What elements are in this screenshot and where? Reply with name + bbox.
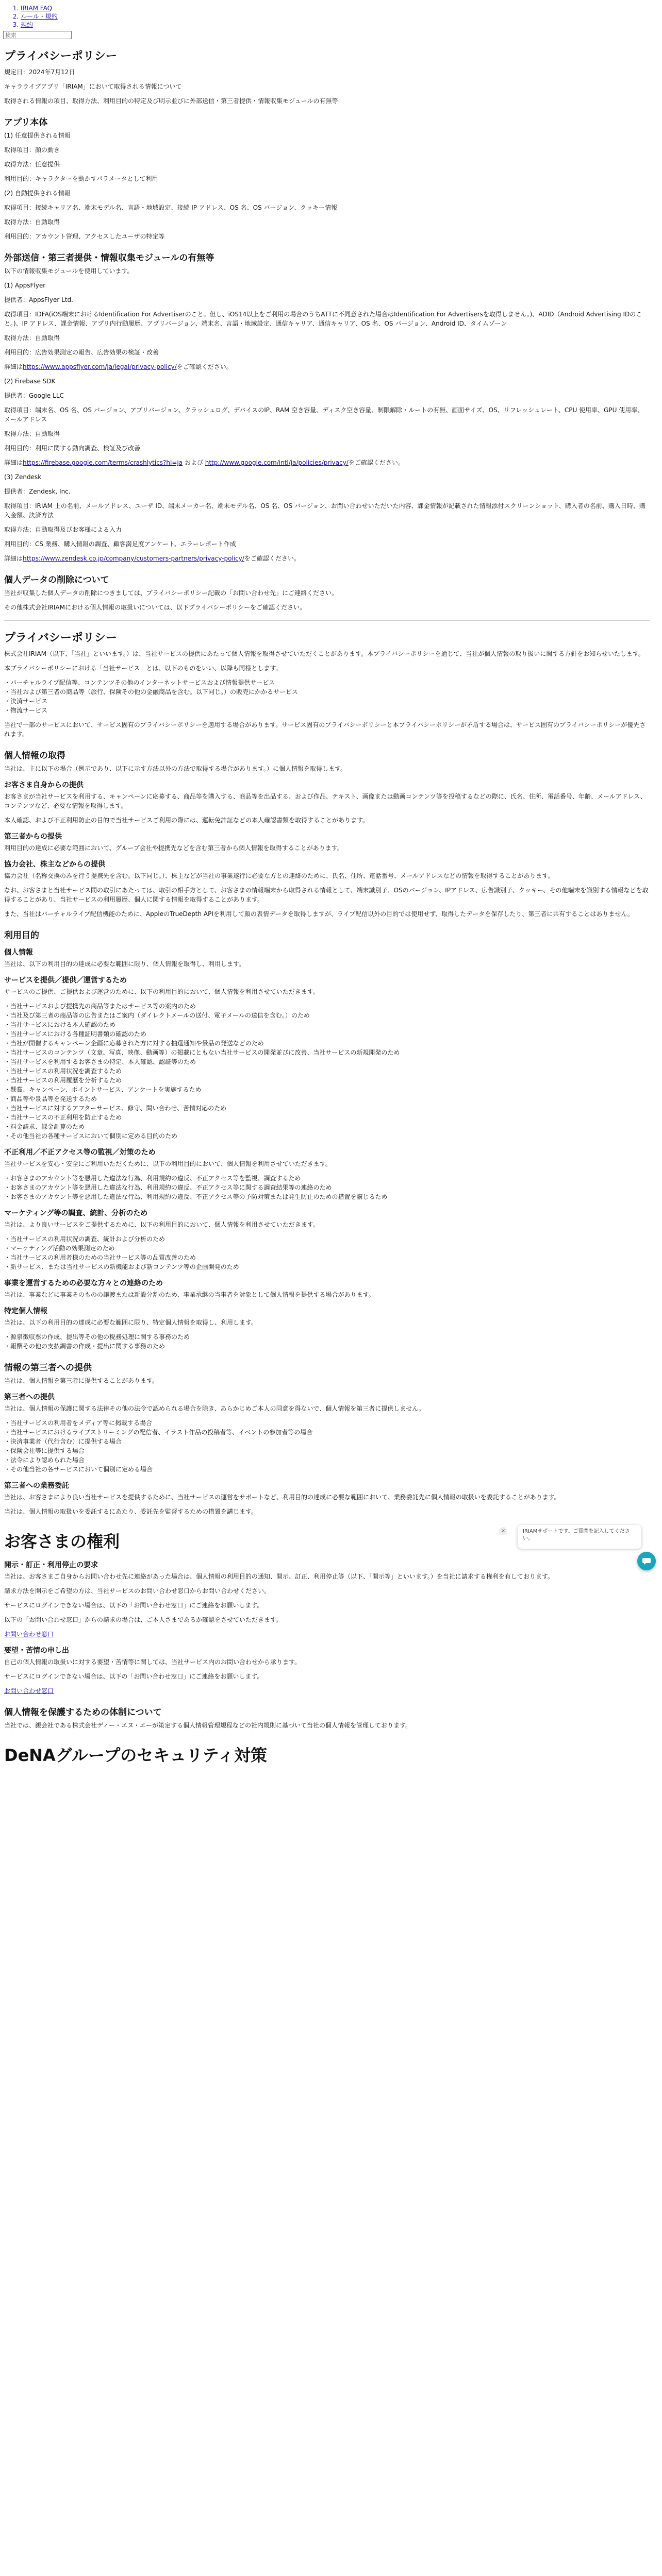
block-title: (1) 任意提供される情報 bbox=[4, 132, 71, 139]
module-line: 取得方法：自動取得 bbox=[4, 430, 60, 437]
block-line: 利用目的：アカウント管理、アクセスしたユーザの特定等 bbox=[4, 233, 165, 240]
module-line: 取得項目：IDFA(iOS端末におけるIdentification For Advertiserのこと。但し、iOS14以上をご利用の場合のうちATTに不同意された場合はIdentification For Advertisersを取得しません。)、ADID（Android Advertising IDのこと。)、IP アドレス、課金情報、アプリ内行動履歴、アプリバージョン、端末名、言語・地域設定、通信キャリア、通信キャリア、OS 名、OS バージョン、Android ID、タイムゾーン bbox=[4, 311, 642, 327]
paragraph: サービスにログインできない場合は、以下の「お問い合わせ窓口」にご連絡をお願いします。 bbox=[4, 1673, 263, 1680]
policy-title: プライバシーポリシー bbox=[4, 632, 117, 645]
list-item: ・当社サービスにおけるライブストリーミングの配信者、イラスト作品の投稿者等、イベントの参加者等の場合 bbox=[4, 1429, 313, 1436]
section-heading: アプリ本体 bbox=[4, 117, 48, 128]
module-title: (2) Firebase SDK bbox=[4, 378, 56, 385]
chat-greeting[interactable]: IRIAMサポートです。ご質問を記入してください。 bbox=[518, 1525, 641, 1549]
section-title: DeNAグループのセキュリティ対策 bbox=[4, 1745, 268, 1765]
list-item: ・当社サービスにおける本人確認のため bbox=[4, 1021, 116, 1028]
list-item: ・決済事業者（代行含む）に提供する場合 bbox=[4, 1438, 122, 1445]
paragraph: サービスにログインできない場合は、以下の「お問い合わせ窓口」にご連絡をお願いします。 bbox=[4, 1602, 263, 1609]
article bbox=[0, 47, 654, 1766]
breadcrumb bbox=[0, 0, 662, 29]
list-item: ・源泉徴収票の作成、提出等その他の税務処理に関する事務のため bbox=[4, 1333, 190, 1341]
module-line: 利用目的：CS 業務、購入情報の調査、顧客満足度アンケート、エラーレポート作成 bbox=[4, 540, 236, 548]
link-prefix: 詳細は bbox=[4, 555, 23, 562]
module-link-line bbox=[4, 362, 650, 371]
section-heading: 個人データの削除について bbox=[4, 575, 109, 585]
subsection-heading: 協力会社、株主などからの提供 bbox=[4, 860, 105, 869]
list-item: ・当社サービスの不正利用を防止するため bbox=[4, 1114, 122, 1121]
paragraph: 本人確認、および不正利用防止の目的で当社サービスご利用の際には、運転免許証などの本人確認書類を取得することがあります。 bbox=[4, 817, 369, 824]
link-joiner: および bbox=[183, 459, 205, 466]
intro-line: 取得される情報の項目、取得方法、利用目的の特定及び明示並びに外部送信・第三者提供・情報収集モジュールの有無等 bbox=[4, 97, 338, 105]
fraud-list bbox=[4, 1174, 650, 1201]
paragraph: また、当社はバーチャルライブ配信機能のために、AppleのTrueDepth APIを利用して顔の表情データを取得しますが、ライブ配信以外の目的では使用せず、取得したデータを保存したり、第三者に共有することはありません。 bbox=[4, 910, 634, 918]
block-title: (2) 自動提供される情報 bbox=[4, 190, 71, 197]
divider bbox=[4, 620, 650, 621]
paragraph: 以下の情報収集モジュールを使用しています。 bbox=[4, 267, 134, 275]
page-title: プライバシーポリシー bbox=[4, 50, 117, 63]
list-item: ・その他当社の各サービスにおいて個別に定める場合 bbox=[4, 1466, 153, 1473]
module-policy-link[interactable]: https://firebase.google.com/terms/crashlytics?hl=ja bbox=[23, 459, 183, 466]
block-line: 利用目的：キャラクターを動かすパラメータとして利用 bbox=[4, 175, 158, 182]
list-item: ・その他当社の各種サービスにおいて個別に定める目的のため bbox=[4, 1132, 178, 1140]
list-item: ・当社及び第三者の商品等の広告またはご案内（ダイレクトメールの送付、電子メールの送信を含む。）のため bbox=[4, 1012, 310, 1019]
module-policy-link[interactable]: https://www.appsflyer.com/ja/legal/privacy-policy/ bbox=[23, 363, 177, 370]
block-line: 取得項目：接続キャリア名、端末モデル名、言語・地域設定、接続 IP アドレス、OS 名、OS バージョン、クッキー情報 bbox=[4, 204, 338, 211]
paragraph: 当社は、個人情報を第三者に提供することがあります。 bbox=[4, 1377, 159, 1384]
thirdparty-list bbox=[4, 1418, 650, 1474]
paragraph: その他株式会社IRIAMにおける個人情報の取扱いについては、以下プライバシーポリシーをご確認ください。 bbox=[4, 604, 306, 611]
list-item: ・当社サービスの利用状況を調査するため bbox=[4, 1067, 122, 1075]
list-item: ・料金請求、課金計算のため bbox=[4, 1123, 85, 1130]
list-item: ・当社サービスを利用するお客さまの特定、本人確認、認証等のため bbox=[4, 1058, 196, 1065]
paragraph: 自己の個人情報の取扱いに対する要望・苦情等に関しては、当社サービス内のお問い合わせから承ります。 bbox=[4, 1658, 301, 1666]
breadcrumb-link[interactable]: IRIAM FAQ bbox=[21, 5, 53, 12]
paragraph: 利用目的の達成に必要な範囲において、グループ会社や提携先などを含む第三者から個人情報を取得することがあります。 bbox=[4, 844, 343, 852]
service-list bbox=[4, 678, 650, 715]
list-item: ・お客さまのアカウント等を悪用した違法な行為、利用規約の違反、不正アクセス等に関する調査結果等の連絡のため bbox=[4, 1184, 332, 1191]
link-suffix: をご確認ください。 bbox=[244, 555, 300, 562]
module-line: 取得項目：IRIAM 上の名前、メールアドレス、ユーザ ID、端末メーカー名、端末モデル名、OS 名、OS バージョン、お問い合わせいただいた内容、課金情報が記載された情報添付スクリーンショット、購入者の名前、購入日時、購入金額、決済方法 bbox=[4, 502, 646, 519]
list-item: ・物流サービス bbox=[4, 707, 48, 714]
list-item: ・当社が開催するキャンペーン企画に応募された方に対する抽選通知や景品の発送などのため bbox=[4, 1040, 264, 1047]
chat-button[interactable] bbox=[637, 1552, 656, 1570]
list-item: ・当社および第三者の商品等（旅行、保険その他の金融商品を含む。以下同じ。）の販売にかかるサービス bbox=[4, 688, 299, 696]
link-suffix: をご確認ください。 bbox=[176, 363, 233, 370]
paragraph: 株式会社IRIAM（以下、「当社」といいます。）は、当社サービスの提供にあたって個人情報を取得させていただくことがあります。本プライバシーポリシーを通じて、当社が個人情報の取り扱いに関する方針をお知らせいたします。 bbox=[4, 650, 644, 657]
subsection-heading: 不正利用／不正アクセス等の監視／対策のため bbox=[4, 1148, 156, 1157]
breadcrumb-item[interactable] bbox=[21, 12, 662, 21]
specific-list bbox=[4, 1332, 650, 1351]
breadcrumb-link[interactable]: ルール・規約 bbox=[21, 13, 58, 20]
list-item: ・お客さまのアカウント等を悪用した違法な行為、利用規約の違反、不正アクセス等の予防対策または発生防止のための措置を講じるため bbox=[4, 1193, 388, 1200]
module-list bbox=[4, 281, 650, 563]
link-prefix: 詳細は bbox=[4, 459, 23, 466]
list-item: ・当社サービスの利用者様のための当社サービス等の品質改善のため bbox=[4, 1254, 196, 1261]
module-line: 提供者：Zendesk, Inc. bbox=[4, 488, 71, 495]
module-line: 提供者：AppsFlyer Ltd. bbox=[4, 296, 73, 303]
paragraph: お客さまが当社サービスを利用する、キャンペーンに応募する、商品等を購入する、商品等を出品する、および作品、テキスト、画像または動画コンテンツ等を投稿するなどの際に、氏名、住所、電話番号、年齢、メールアドレス、コンテンツなど、必要な情報を取得します。 bbox=[4, 793, 647, 809]
block-line: 取得項目：顔の動き bbox=[4, 146, 60, 154]
paragraph: 当社は、主に以下の場合（例示であり、以下に示す方法以外の方法で取得する場合があります。）に個人情報を取得します。 bbox=[4, 765, 347, 772]
subsection-heading: 第三者からの提供 bbox=[4, 833, 62, 841]
list-item: ・マーケティング活動の効果測定のため bbox=[4, 1245, 115, 1252]
link-suffix: をご確認ください。 bbox=[348, 459, 404, 466]
link-prefix: 詳細は bbox=[4, 363, 23, 370]
section-heading: 利用目的 bbox=[4, 930, 39, 941]
list-item: ・当社サービスおよび提携先の商品等またはサービス等の案内のため bbox=[4, 1003, 196, 1010]
subsection-heading: 特定個人情報 bbox=[4, 1307, 47, 1315]
section-heading: 外部送信・第三者提供・情報収集モジュールの有無等 bbox=[4, 253, 214, 263]
list-item: ・法令により認められた場合 bbox=[4, 1456, 85, 1464]
breadcrumb-item[interactable] bbox=[21, 21, 662, 29]
module-line: 取得項目：端末名、OS 名、OS バージョン、アプリバージョン、クラッシュログ、デバイスのIP、RAM 空き容量、ディスク空き容量、制限解除・ルートの有無、画面サイズ、OS、リフレッシュレート、CPU 使用率、GPU 使用率、メールアドレス bbox=[4, 406, 644, 423]
list-item: ・商品等や景品等を発送するため bbox=[4, 1095, 97, 1103]
intro-line: キャラライブアプリ「IRIAM」において取得される情報について bbox=[4, 83, 182, 90]
list-item: ・懸賞、キャンペーン、ポイントサービス、アンケートを実施するため bbox=[4, 1086, 202, 1093]
list-item: ・新サービス、または当社サービスの新機能および新コンテンツ等の企画開発のため bbox=[4, 1263, 239, 1270]
module-line: 利用目的：利用に関する動向調査、検証及び改善 bbox=[4, 445, 141, 452]
section-heading: 情報の第三者への提供 bbox=[4, 1363, 92, 1373]
paragraph: 当社は、個人情報の保護に関する法律その他の法令で認められる場合を除き、あらかじめご本人の同意を得ないで、個人情報を第三者に提供しません。 bbox=[4, 1405, 425, 1412]
module-link-line bbox=[4, 458, 650, 467]
search-input[interactable] bbox=[3, 31, 72, 39]
subsection-heading: 要望・苦情の申し出 bbox=[4, 1647, 69, 1655]
module-line: 取得方法：自動取得及びお客様による入力 bbox=[4, 526, 122, 533]
contact-link[interactable]: お問い合わせ窓口 bbox=[4, 1631, 54, 1638]
list-item: ・当社サービスの利用履歴を分析するため bbox=[4, 1077, 122, 1084]
chat-icon bbox=[642, 1556, 651, 1566]
paragraph: 当社は、以下の利用目的の達成に必要な範囲に限り、個人情報を取得し、利用します。 bbox=[4, 960, 245, 968]
paragraph: 当社は、より良いサービスをご提供するために、以下の利用目的において、個人情報を利用させていただきます。 bbox=[4, 1221, 319, 1228]
list-item: ・保険会社等に提供する場合 bbox=[4, 1447, 85, 1454]
revision-date: 規定日：2024年7月12日 bbox=[4, 69, 75, 76]
list-item: ・お客さまのアカウント等を悪用した違法な行為、利用規約の違反、不正アクセス等を監視、調査するため bbox=[4, 1175, 301, 1182]
module-line: 提供者：Google LLC bbox=[4, 392, 64, 399]
module-policy-link[interactable]: https://www.zendesk.co.jp/company/customers-partners/privacy-policy/ bbox=[23, 555, 244, 562]
paragraph: 請求方法を開示をご希望の方は、当社サービスのお問い合わせ窓口からお問い合わせください。 bbox=[4, 1587, 271, 1595]
paragraph: 当社では、親会社である株式会社ディー・エヌ・エーが策定する個人情報管理規程などの社内規則に基づいて当社の個人情報を管理しております。 bbox=[4, 1722, 412, 1729]
subsection-heading: 第三者への業務委託 bbox=[4, 1482, 69, 1490]
marketing-list bbox=[4, 1234, 650, 1272]
subsection-heading: 開示・訂正・利用停止の要求 bbox=[4, 1561, 98, 1569]
subsection-heading: 第三者への提供 bbox=[4, 1393, 55, 1401]
contact-link[interactable]: お問い合わせ窓口 bbox=[4, 1687, 54, 1694]
paragraph: サービスのご提供、ご提供および運営のために、以下の利用目的において、個人情報を利用させていただきます。 bbox=[4, 988, 319, 995]
section-heading: 個人情報の取得 bbox=[4, 751, 65, 761]
paragraph: 以下の「お問い合わせ窓口」からの請求の場合は、ご本人さまであるか確認をさせていただきます。 bbox=[4, 1616, 283, 1623]
section-heading: 個人情報を保護するための体制について bbox=[4, 1707, 162, 1718]
list-item: ・当社サービスの利用状況の調査、統計および分析のため bbox=[4, 1235, 166, 1243]
module-title: (3) Zendesk bbox=[4, 473, 42, 481]
module-link-line bbox=[4, 554, 650, 563]
module-line: 取得方法：自動取得 bbox=[4, 334, 60, 342]
breadcrumb-item[interactable] bbox=[21, 4, 662, 12]
list-item: ・当社サービスにおける各種証明書類の確認のため bbox=[4, 1030, 147, 1038]
app-info-blocks bbox=[4, 131, 650, 241]
paragraph: 当社は、個人情報の取扱いを委託するにあたり、委託先を監督するための措置を講じます。 bbox=[4, 1508, 258, 1515]
paragraph: 当社は、お客さまご自身からお問い合わせ先に連絡があった場合は、個人情報の利用目的の通知、開示、訂正、利用停止等（以下、「開示等」といいます。）を当社に請求する権利を有しております。 bbox=[4, 1573, 554, 1580]
subsection-heading: マーケティング等の調査、統計、分析のため bbox=[4, 1209, 148, 1217]
subsection-heading: サービスを提供／提供／運営するため bbox=[4, 976, 127, 985]
list-item: ・報酬その他の支払調書の作成・提出に関する事務のため bbox=[4, 1343, 166, 1350]
section-title: お客さまの権利 bbox=[4, 1532, 120, 1551]
subsection-heading: お客さま自身からの提供 bbox=[4, 781, 84, 789]
list-item: ・当社サービスの利用者をメディア等に掲載する場合 bbox=[4, 1419, 153, 1427]
list-item: ・当社サービスに対するアフターサービス、修守、問い合わせ、苦情対応のため bbox=[4, 1105, 227, 1112]
list-item: ・当社サービスのコンテンツ（文章、写真、映像、動画等）の掲載にともない当社サービスの開発並びに改善、当社サービスの新規開発のため bbox=[4, 1049, 400, 1056]
paragraph: 当社が収集した個人データの削除につきましては、プライバシーポリシー記載の「お問い合わせ先」にご連絡ください。 bbox=[4, 589, 338, 597]
paragraph: 協力会社（名称交換のみを行う提携先を含む。以下同じ。）、株主などが当社の事業遂行に必要な方との連絡のために、氏名、住所、電話番号、メールアドレスなどの情報を取得することがあります。 bbox=[4, 872, 554, 879]
block-line: 取得方法：自動取得 bbox=[4, 218, 60, 226]
paragraph: なお、お客さまと当社サービス間の取引にあたっては、取引の相手方として、お客さまの情報端末から取得される情報として、端末識別子、OSのバージョン、IPアドレス、広告識別子、クッキー、その他端末を識別する情報などを取得することがあり、当社サービスの利用履歴、個人に関する情報を取得することがあります。 bbox=[4, 887, 649, 903]
paragraph: 当社で一部のサービスにおいて、サービス固有のプライバシーポリシーを適用する場合があります。サービス固有のプライバシーポリシーと本プライバシーポリシーが矛盾する場合は、サービス固有のプライバシーポリシーが優先されます。 bbox=[4, 721, 646, 738]
list-item: ・決済サービス bbox=[4, 698, 48, 705]
purpose-list bbox=[4, 1002, 650, 1141]
paragraph: 本プライバシーポリシーにおける「当社サービス」とは、以下のものをいい、以降も同様とします。 bbox=[4, 665, 282, 672]
paragraph: 当社は、以下の利用目的の達成に必要な範囲に限り、特定個人情報を取得し、利用します。 bbox=[4, 1319, 258, 1326]
close-icon[interactable]: × bbox=[499, 1527, 507, 1535]
paragraph: 当社サービスを安心・安全にご利用いただくために、以下の利用目的において、個人情報を利用させていただきます。 bbox=[4, 1160, 332, 1167]
module-line: 利用目的：広告効果測定の報告、広告効果の検証・改善 bbox=[4, 349, 159, 356]
subsection-heading: 事業を運営するための必要な方々との連絡のため bbox=[4, 1279, 163, 1287]
subsection-heading: 個人情報 bbox=[4, 948, 33, 957]
module-title: (1) AppsFlyer bbox=[4, 282, 46, 289]
breadcrumb-link[interactable]: 規約 bbox=[21, 21, 34, 28]
paragraph: 当社は、お客さまにより良い当社サービスを提供するために、当社サービスの運営をサポートなど、利用目的の達成に必要な範囲において、業務委託先に個人情報の取扱いを委託することがあります。 bbox=[4, 1494, 560, 1501]
list-item: ・バーチャルライブ配信等、コンテンツその他のインターネットサービスおよび情報提供サービス bbox=[4, 679, 275, 686]
block-line: 取得方法：任意提供 bbox=[4, 161, 60, 168]
module-policy-link[interactable]: http://www.google.com/intl/ja/policies/privacy/ bbox=[205, 459, 349, 466]
paragraph: 当社は、事業などに事業そのものの譲渡または新設分割のため、事業承継の当事者を対象として個人情報を提供する場合があります。 bbox=[4, 1291, 375, 1298]
